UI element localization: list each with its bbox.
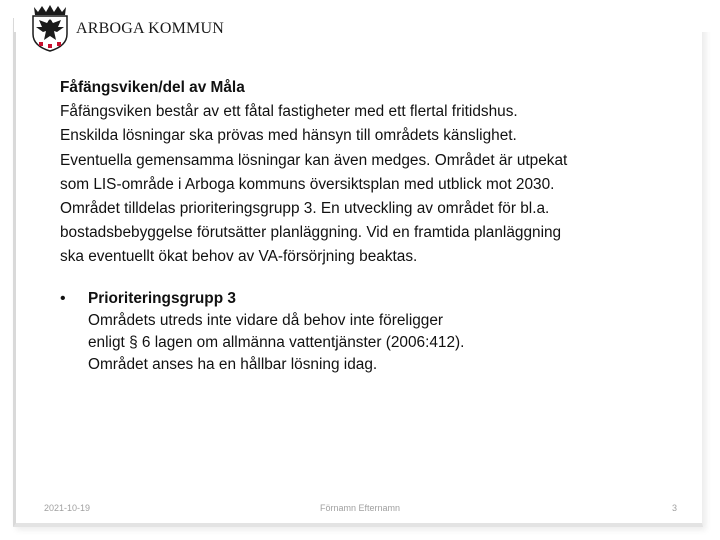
bullet-line: Områdets utreds inte vidare då behov inte föreligger	[88, 312, 444, 329]
paragraph-line: bostadsbebyggelse förutsätter planläggning. Vid en framtida planläggning	[60, 224, 562, 242]
bullet-line: Området anses ha en hållbar lösning idag.	[88, 356, 378, 373]
bullet-title: Prioriteringsgrupp 3	[88, 290, 236, 307]
coat-of-arms-icon	[30, 4, 70, 52]
bullet-list	[60, 288, 670, 376]
list-item	[60, 288, 670, 376]
paragraph-line: Enskilda lösningar ska prövas med hänsyn till områdets känslighet.	[60, 127, 517, 145]
main-content	[60, 76, 670, 270]
org-name: ARBOGA KOMMUN	[76, 20, 224, 37]
bullet-line: enligt § 6 lagen om allmänna vattentjänster (2006:412).	[88, 334, 465, 351]
logo	[30, 4, 224, 52]
paragraph-line: Eventuella gemensamma lösningar kan även medges. Området är utpekat	[60, 151, 568, 169]
footer-date: 2021-10-19	[44, 503, 91, 513]
paragraph-1	[60, 100, 670, 197]
paragraph-line: som LIS-område i Arboga kommuns översiktsplan med utblick mot 2030.	[60, 175, 555, 193]
bullet-body	[88, 288, 670, 376]
footer-author: Förnamn Efternamn	[319, 503, 401, 513]
page-heading: Fåfängsviken/del av Måla	[60, 79, 245, 96]
page-number: 3	[672, 503, 678, 513]
paragraph-2	[60, 197, 670, 270]
bullet-icon: •	[60, 290, 66, 307]
paragraph-line: Fåfängsviken består av ett fåtal fastigheter med ett flertal fritidshus.	[60, 103, 518, 121]
paragraph-line: ska eventuellt ökat behov av VA-försörjning beaktas.	[60, 248, 418, 266]
paragraph-line: Området tilldelas prioriteringsgrupp 3. En utveckling av området för bl.a.	[60, 200, 550, 218]
